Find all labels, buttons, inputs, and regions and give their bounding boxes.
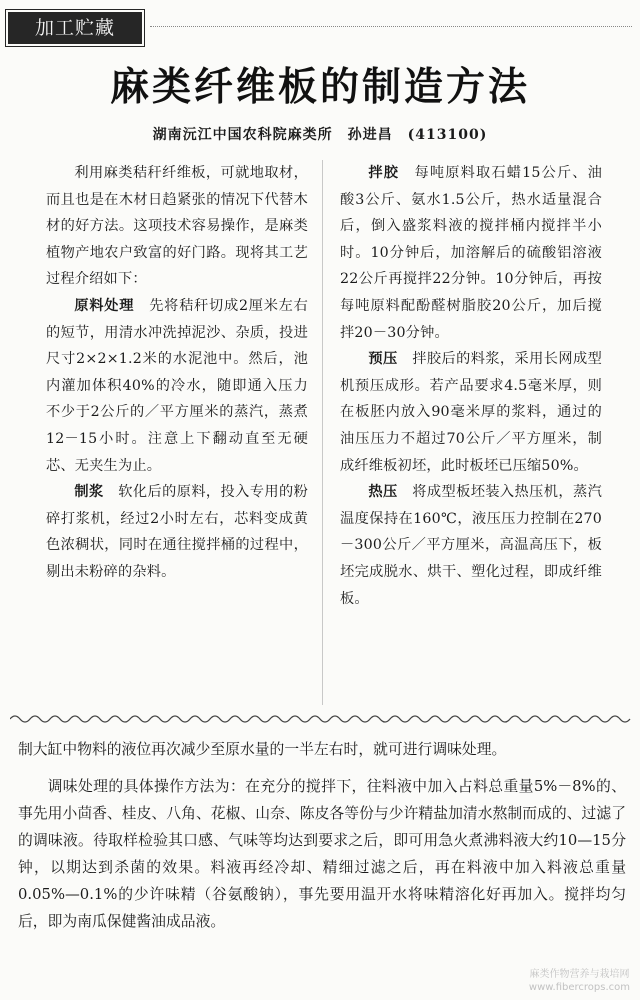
step-heading: 热压: [368, 484, 398, 501]
step-hot-press: [340, 479, 602, 612]
article-title: 麻类纤维板的制造方法: [109, 65, 530, 110]
section-tag: 加工贮藏: [8, 12, 142, 44]
wavy-divider: [10, 712, 632, 726]
right-column: [340, 160, 602, 612]
step-body: 软化后的原料，投入专用的粉碎打浆机，经过2小时左右，芯料变成黄色浓稠状，同时在通往搅拌桶的过程中，剔出未粉碎的杂料。: [46, 484, 309, 580]
watermark-url: www.fibercrops.com: [528, 982, 630, 993]
column-divider: [322, 160, 323, 705]
continued-paragraph: 制大缸中物料的液位再次减少至原水量的一半左右时，就可进行调味处理。: [18, 741, 507, 758]
step-body: 拌胶后的料浆，采用长网成型机预压成形。若产品要求4.5毫米厚，则在板胚内放入90毫米厚的浆料，通过的油压压力不超过70公斤／平方厘米，制成纤维板初坯，此时板坯已压缩50%。: [340, 351, 603, 474]
step-body: 将成型板坯装入热压机，蒸汽温度保持在160℃，液压压力控制在270－300公斤／平方厘米，高温高压下，板坯完成脱水、烘干、塑化过程，即成纤维板。: [340, 484, 603, 607]
watermark-site-name: 麻类作物营养与栽培网: [529, 969, 630, 980]
step-body: 先将秸秆切成2厘米左右的短节，用清水冲洗掉泥沙、杂质，投进尺寸2×2×1.2米的水泥池中。然后，池内灌加体积40%的冷水，随即通入压力不少于2公斤的／平方厘米的蒸汽，蒸煮12－15小时。注意上下翻动直至无硬芯、无夹生为止。: [46, 297, 309, 474]
step-prepress: [340, 346, 602, 479]
step-body: 每吨原料取石蜡15公斤、油酸3公斤、氨水1.5公斤，热水适量混合后，倒入盛浆料液的搅拌桶内搅拌半小时。10分钟后，加溶解后的硫酸铝溶液22公斤再搅拌22分钟。10分钟后，再按每吨原料配酚醛树脂胶20公斤，加后搅拌20－30分钟。: [340, 165, 603, 341]
step-heading: 原料处理: [74, 297, 135, 314]
step-pulping: [46, 479, 308, 585]
author-byline: 湖南沅江中国农科院麻类所 孙进昌 (413100): [152, 127, 488, 143]
intro-paragraph: 利用麻类秸秆纤维板，可就地取材，而且也是在木材日趋紧张的情况下代替木材的好方法。这项技术容易操作，是麻类植物产地农户致富的好门路。现将其工艺过程介绍如下：: [46, 165, 308, 288]
watermark: [529, 968, 630, 994]
step-glue-mixing: [340, 160, 602, 346]
seasoning-paragraph: 调味处理的具体操作方法为：在充分的搅拌下，往料液中加入占料总重量5%－8%的、事先用小茴香、桂皮、八角、花椒、山奈、陈皮各等份与少许精盐加清水熬制而成的、过滤了的调味液。待取样检验其口感、气味等均达到要求之后，即可用急火煮沸料液大约10—15分钟，以期达到杀菌的效果。料液再经冷却、精细过滤之后，再在料液中加入料液总重量0.05%—0.1%的少许味精（谷氨酸钠），事先要用温开水将味精溶化好再加入。搅拌均匀后，即为南瓜保健酱油成品液。: [18, 778, 626, 930]
left-column: [46, 160, 308, 586]
step-heading: 制浆: [74, 484, 104, 501]
step-heading: 拌胶: [368, 165, 400, 181]
step-heading: 预压: [368, 351, 398, 368]
lower-article: [18, 736, 626, 935]
step-raw-material: [46, 293, 308, 479]
header-rule: [150, 26, 632, 27]
